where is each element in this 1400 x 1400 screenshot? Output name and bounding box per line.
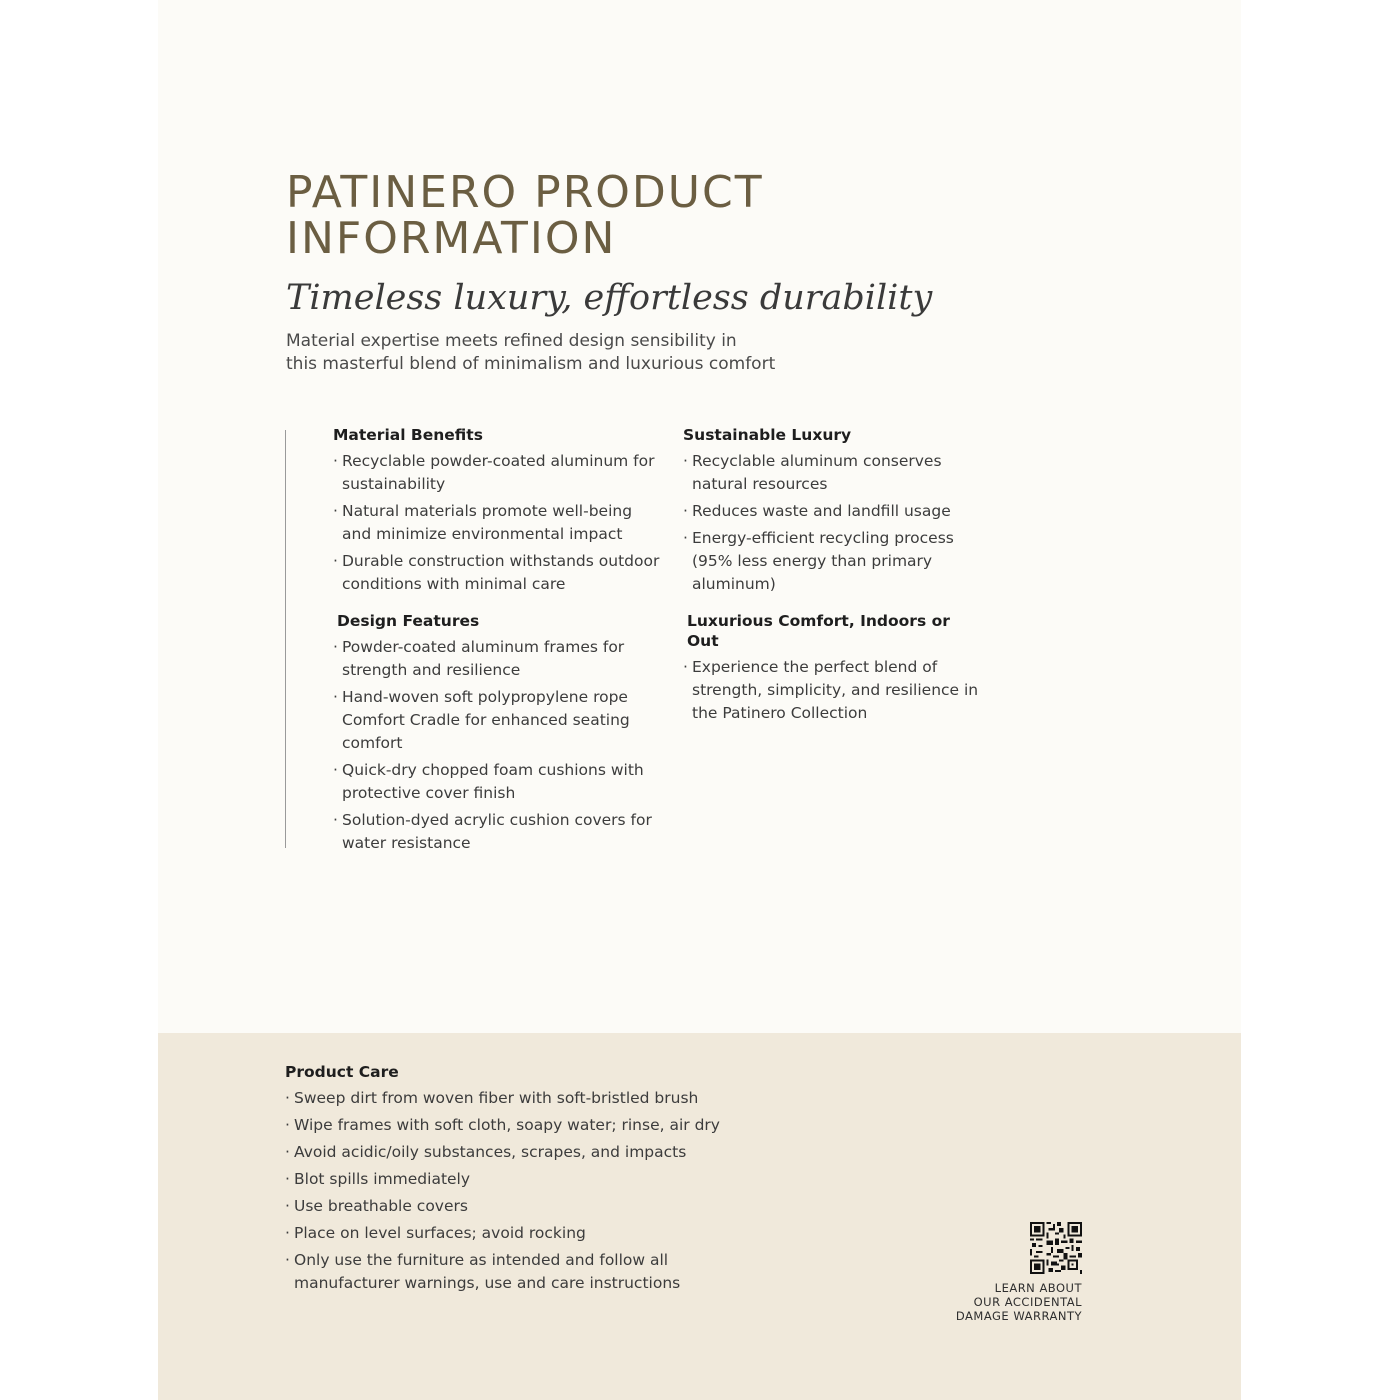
list-item: · Wipe frames with soft cloth, soapy water; rinse, air dry — [285, 1114, 765, 1137]
bullet-list — [683, 656, 983, 725]
list-item: · Quick-dry chopped foam cushions with protective cover finish — [333, 759, 663, 805]
bullet-list — [333, 450, 663, 596]
list-item: · Only use the furniture as intended and follow all manufacturer warnings, use and care instructions — [285, 1249, 765, 1295]
list-item: · Powder-coated aluminum frames for strength and resilience — [333, 636, 663, 682]
design-features-section — [333, 611, 663, 859]
qr-code-icon[interactable] — [1030, 1222, 1082, 1274]
section-heading: Product Care — [285, 1063, 399, 1081]
intro-text — [286, 330, 846, 376]
section-heading: Luxurious Comfort, Indoors or Out — [687, 612, 950, 650]
list-item: · Avoid acidic/oily substances, scrapes, and impacts — [285, 1141, 765, 1164]
vertical-divider — [285, 430, 286, 848]
bullet-list — [285, 1087, 765, 1295]
list-item: · Durable construction withstands outdoor conditions with minimal care — [333, 550, 663, 596]
section-heading: Sustainable Luxury — [683, 426, 852, 444]
title-line-1: PATINERO PRODUCT — [286, 167, 764, 218]
product-care-section — [285, 1062, 765, 1299]
list-item: · Reduces waste and landfill usage — [683, 500, 983, 523]
warranty-caption-line-2: OUR ACCIDENTAL — [973, 1295, 1082, 1309]
list-item: · Use breathable covers — [285, 1195, 765, 1218]
list-item: · Experience the perfect blend of strength, simplicity, and resilience in the Patinero Collection — [683, 656, 983, 725]
list-item: · Place on level surfaces; avoid rocking — [285, 1222, 765, 1245]
page-title — [286, 167, 764, 264]
material-benefits-section — [333, 425, 663, 600]
list-item: · Energy-efficient recycling process (95% less energy than primary aluminum) — [683, 527, 983, 596]
bullet-list — [333, 636, 663, 855]
section-heading: Design Features — [337, 612, 480, 630]
list-item: · Blot spills immediately — [285, 1168, 765, 1191]
warranty-caption-line-3: DAMAGE WARRANTY — [955, 1309, 1082, 1323]
list-item: · Recyclable powder-coated aluminum for sustainability — [333, 450, 663, 496]
title-line-2: INFORMATION — [286, 213, 617, 264]
bullet-list — [683, 450, 983, 596]
intro-line-2: this masterful blend of minimalism and luxurious comfort — [286, 354, 776, 374]
warranty-caption[interactable] — [900, 1281, 1082, 1323]
list-item: · Recyclable aluminum conserves natural resources — [683, 450, 983, 496]
list-item: · Sweep dirt from woven fiber with soft-bristled brush — [285, 1087, 765, 1110]
section-heading: Material Benefits — [333, 426, 483, 444]
tagline: Timeless luxury, effortless durability — [286, 278, 933, 318]
warranty-caption-line-1: LEARN ABOUT — [994, 1281, 1082, 1295]
luxurious-comfort-section — [683, 611, 983, 729]
list-item: · Hand-woven soft polypropylene rope Comfort Cradle for enhanced seating comfort — [333, 686, 663, 755]
intro-line-1: Material expertise meets refined design sensibility in — [286, 331, 737, 351]
list-item: · Natural materials promote well-being and minimize environmental impact — [333, 500, 663, 546]
list-item: · Solution-dyed acrylic cushion covers for water resistance — [333, 809, 663, 855]
sustainable-luxury-section — [683, 425, 983, 600]
